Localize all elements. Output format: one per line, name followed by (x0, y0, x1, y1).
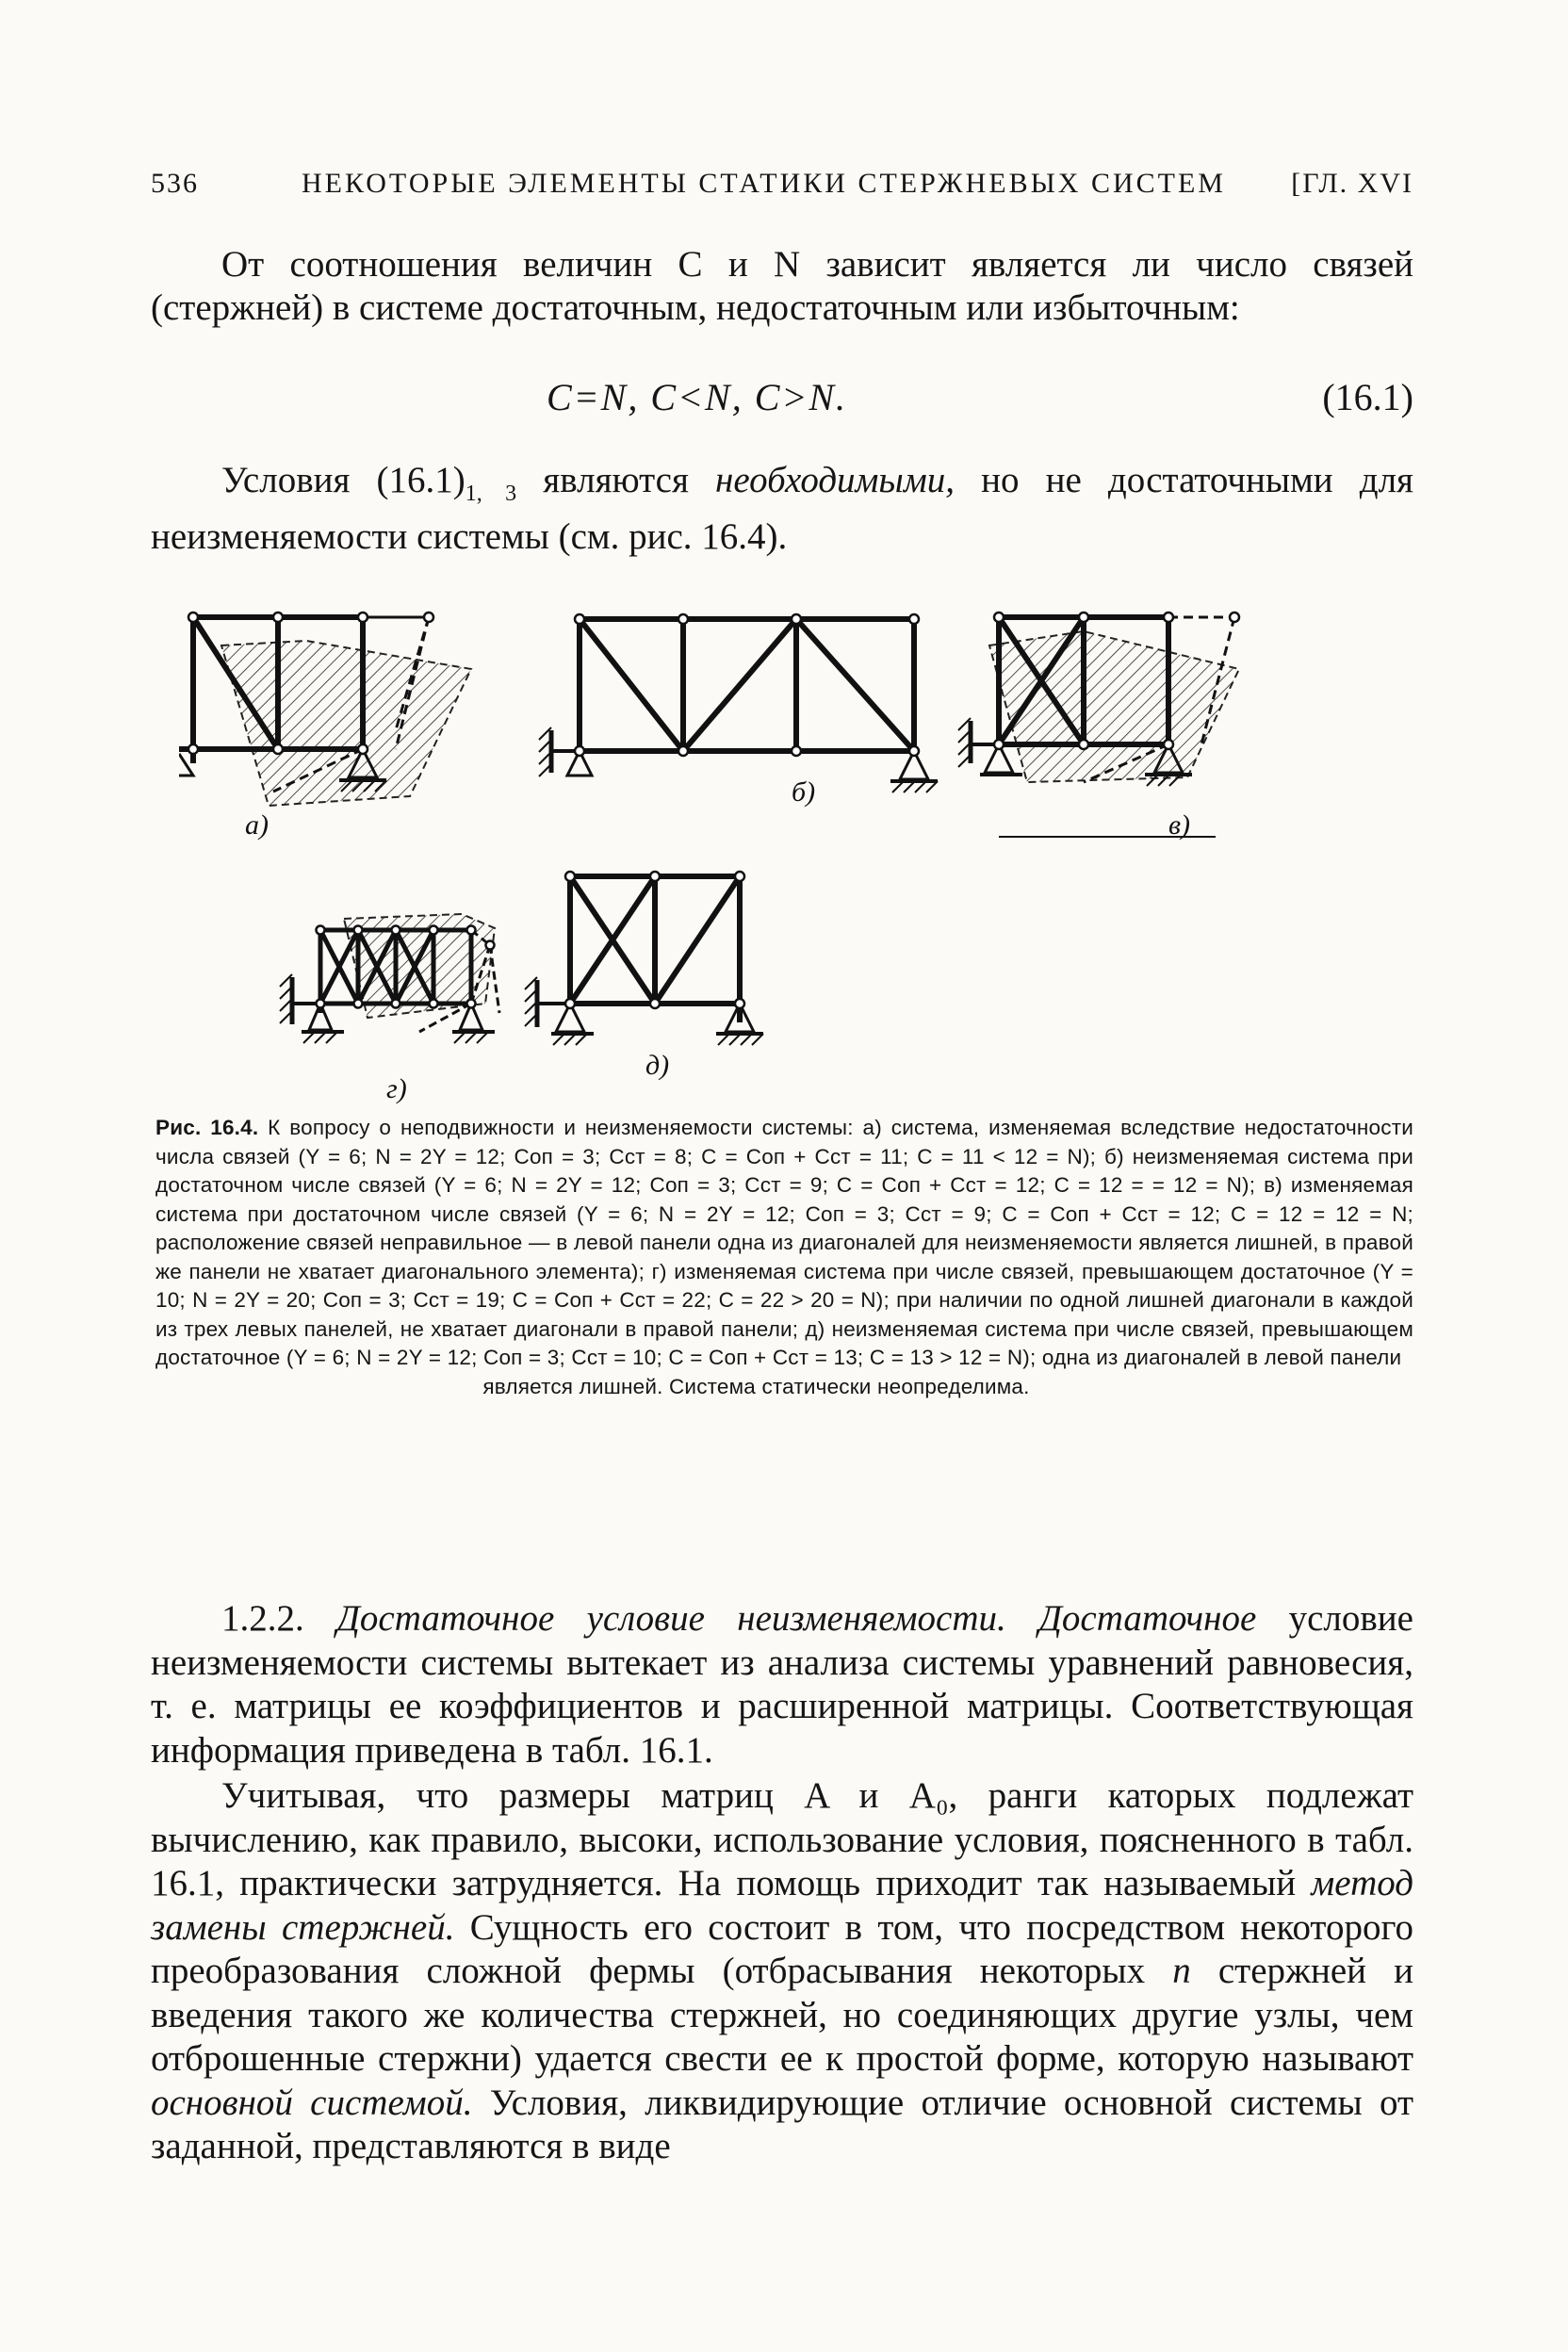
paragraph-4 (151, 1774, 1413, 2169)
formula-16-1 (151, 375, 1413, 422)
page-number: 536 (151, 168, 199, 199)
paragraph-1: От соотношения величин C и N зависит является ли число связей (стержней) в системе достаточным, недостаточным или избыточным: (151, 244, 1413, 328)
paragraph-2 (151, 459, 1413, 559)
caption-prefix: Рис. 16.4. (155, 1116, 259, 1139)
para4-t4: Условия, ликвидирующие отличие основной системы от заданной, представляются в виде (151, 2082, 1413, 2166)
running-header (151, 168, 1413, 205)
para4-t2: Сущность его состоит в том, что посредством некоторого преобразования сложной фермы (отбрасывания некоторых (151, 1906, 1413, 1991)
para3-emphasis: Достаточное (1038, 1598, 1257, 1639)
label-g: г) (386, 1073, 407, 1104)
para4-e2: n (1172, 1951, 1191, 1991)
para2-sub: 1, 3 (465, 481, 517, 506)
para2-mid: являются (516, 460, 716, 500)
figure-caption (155, 1114, 1413, 1401)
formula-number: (16.1) (1322, 376, 1413, 418)
caption-last-line: является лишней. Система статически неопределима. (482, 1374, 1030, 1398)
para2-after: но не достаточными для неизменяемости системы (см. рис. 16.4). (151, 460, 1413, 557)
truss-b (539, 614, 938, 792)
para2-emphasis: необходимыми, (715, 460, 955, 500)
caption-body: К вопросу о неподвижности и неизменяемости системы: а) система, изменяемая вследствие недостаточности числа связей (Y = 6; N = 2Y = 12; Cоп = 3; Cст = 8; C = Cоп + Cст = 11; C = 11 < 12 = N); б) неизменяемая система при достаточном числе связей (Y = 6; N = 2Y = 12; Cоп = 3; Cст = 9; C = Cоп + Cст = 12; C = 12 = = 12 = N); в) изменяемая система при достаточном числе связей (Y = 6; N = 2Y = 12; Cоп = 3; Cст = 9; C = Cоп + Cст = 12; C = 12 = 12 = N; расположение связей неправильное — в левой панели одна из диагоналей для неизменяемости является лишней, в правой же панели не хватает диагонального элемента); г) изменяемая система при числе связей, превышающем достаточное (Y = 10; N = 2Y = 20; Cоп = 3; Cст = 19; C = Cоп + Cст = 22; C = 22 > 20 = N); при наличии по одной лишней диагонали в каждой из трех левых панелей, не хватает диагонали в правой панели; д) неизменяемая система при числе связей, превышающем достаточное (Y = 6; N = 2Y = 12; Cоп = 3; Cст = 10; C = Cоп + Cст = 13; C = 13 > 12 = N); одна из диагоналей в левой панели (155, 1116, 1413, 1369)
paragraph-3 (151, 1597, 1413, 1772)
section-title: Достаточное условие неизменяемости. (336, 1598, 1006, 1639)
header-title: НЕКОТОРЫЕ ЭЛЕМЕНТЫ СТАТИКИ СТЕРЖНЕВЫХ СИСТЕМ (302, 168, 1226, 199)
label-v: в) (1168, 809, 1191, 841)
truss-v (958, 612, 1239, 837)
truss-g (280, 914, 499, 1043)
para4-t3: стержней и введения такого же количества стержней, но соединяющих другие узлы, чем отброшенные стержни) удается свести ее к простой форме, которую называют (151, 1951, 1413, 2079)
para4-e3: основной системой. (151, 2082, 473, 2123)
truss-a (179, 612, 471, 806)
label-a: а) (245, 809, 269, 841)
para3-text: условие неизменяемости системы вытекает из анализа системы уравнений равновесия, т. е. матрицы ее коэффициентов и расширенной матрицы. Соответствующая информация приведена в табл. 16.1. (151, 1598, 1413, 1771)
section-number: 1.2.2. (221, 1598, 337, 1639)
formula-expression: C=N, C<N, C>N. (547, 376, 848, 418)
label-b: б) (792, 776, 816, 808)
chapter-label: [ГЛ. XVI (1291, 168, 1413, 199)
truss-d (525, 872, 763, 1045)
para2-before: Условия (16.1) (221, 460, 466, 500)
para4-t1: Учитывая, что размеры матриц A и A₀, ранги каторых подлежат вычислению, как правило, высоки, использование условия, поясненного в табл. 16.1, практически затрудняется. На помощь приходит так называемый (151, 1775, 1413, 1903)
figure-16-4 (179, 589, 1395, 1112)
para4-e1: метод замены стержней. (151, 1863, 1413, 1948)
label-d: д) (645, 1050, 670, 1081)
